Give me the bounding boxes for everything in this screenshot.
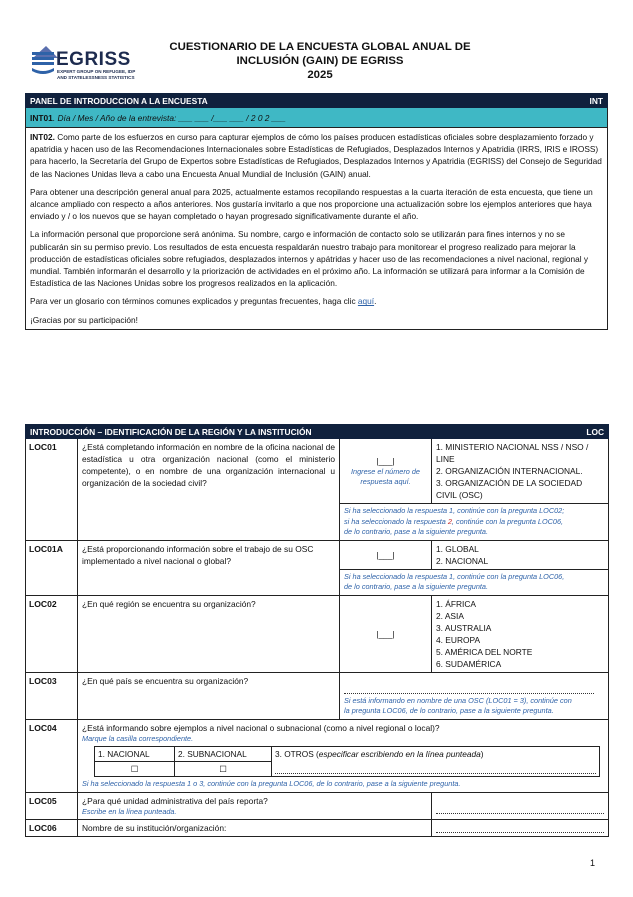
loc03-skip-b: la pregunta LOC06, de lo contrario, pase a la siguiente pregunta. (344, 706, 554, 715)
loc02-option-5: 5. AMÉRICA DEL NORTE (436, 646, 533, 657)
int02-text (26, 128, 608, 330)
loc02-option-3: 3. AUSTRALIA (436, 622, 492, 633)
loc02-option-1: 1. ÁFRICA (436, 598, 477, 609)
loc03-skip-a: Si está informando en nombre de una OSC (LOC01 = 3), continúe con (344, 695, 572, 705)
loc04-skip: Si ha seleccionado la respuesta 1 o 3, continúe con la pregunta LOC06, de lo contrario, pase a la siguiente pregunta. (82, 779, 461, 788)
loc01-option-2: 2. ORGANIZACIÓN INTERNACIONAL. (436, 466, 583, 476)
loc01a-options (432, 540, 609, 569)
loc04-col-subnacional: 2. SUBNACIONAL (175, 747, 272, 762)
location-panel-title-text: INTRODUCCIÓN – IDENTIFICACIÓN DE LA REGIÓN Y LA INSTITUCIÓN (30, 426, 312, 437)
loc02-answer-box[interactable]: |___| (340, 595, 432, 672)
loc01-skip-a: Si ha seleccionado la respuesta 1, continúe con la pregunta LOC02; (344, 506, 565, 515)
logo-subtitle-2: AND STATELESSNESS STATISTICS (57, 75, 135, 80)
loc04-choices (94, 746, 600, 777)
loc06-code: LOC06 (26, 820, 78, 837)
loc02-option-4: 4. EUROPA (436, 634, 481, 645)
loc01-box-note: Ingrese el número de respuesta aquí. (351, 466, 420, 486)
loc05-question-cell (78, 792, 432, 820)
int02-paragraph-5: ¡Gracias por su participación! (30, 314, 138, 325)
loc05-input[interactable] (432, 792, 609, 820)
loc04-col-otros (272, 747, 600, 762)
logo-wordmark: EGRISS (56, 49, 131, 70)
location-panel (25, 424, 609, 837)
int02-paragraph-1 (30, 131, 603, 180)
loc01a-skip-instruction (340, 569, 609, 595)
loc04-checkbox-subnacional[interactable]: ☐ (175, 762, 272, 777)
loc03-answer (340, 672, 609, 719)
loc01-skip-instruction (340, 504, 609, 541)
int02-paragraph-4 (30, 295, 603, 307)
loc04-code: LOC04 (26, 719, 78, 792)
loc04-otros-input[interactable] (272, 762, 600, 777)
loc02-option-2: 2. ASIA (436, 610, 464, 621)
loc04-note: Marque la casilla correspondiente. (82, 733, 194, 743)
loc01-options (432, 439, 609, 504)
loc02-question: ¿En qué región se encuentra su organización? (78, 595, 340, 672)
loc01a-option-2: 2. NACIONAL (436, 555, 489, 566)
int02-paragraph-3: La información personal que proporcione será anónima. Su nombre, cargo e información de contacto solo se utilizarán para fines internos y no se publicarán sin su permiso previo. Los resultados de esta encuesta respaldarán nuestro trabajo para monitorear el progreso realizado para mejorar la producción de estadísticas oficiales sobre refugiados, desplazados internos y apátridas y hacer uso de las recomendaciones a nivel nacional, regional y mundial. También informarán el desarrollo y la priorización de actividades en el próximo año. La información se utilizará para informar a la Comisión de Estadística de las Naciones Unidas sobre los progresos realizados en la aplicación. (30, 229, 589, 289)
loc04-question: ¿Está informando sobre ejemplos a nivel nacional o subnacional (como a nivel regional o local)? (82, 722, 440, 733)
loc04-otros-line (275, 763, 596, 774)
loc01a-option-1: 1. GLOBAL (436, 543, 479, 554)
intro-panel-title (26, 94, 608, 108)
loc03-country-input[interactable] (344, 683, 594, 694)
int02-paragraph-2: Para obtener una descripción general anual para 2025, actualmente estamos recopilando respuestas a la cuarta iteración de esta encuesta, que tiene un alcance ampliado con respecto a años anteriores. Nos gustaría invitarlo a que nos proporcione una actualización sobre los ejemplos anteriores que haya enviado y / o los nuevos que se hayan completado o hayan progresado significativamente durante el año. (30, 186, 593, 222)
egriss-logo (30, 44, 142, 82)
loc06-question: Nombre de su institución/organización: (78, 820, 432, 837)
loc01-answer-box[interactable] (340, 439, 432, 504)
loc03-question: ¿En qué país se encuentra su organización? (78, 672, 340, 719)
loc01a-skip-b: de lo contrario, pase a la siguiente pregunta. (344, 582, 489, 591)
loc06-input[interactable] (432, 820, 609, 837)
loc05-question: ¿Para qué unidad administrativa del país reporta? (82, 795, 268, 806)
loc01a-code: LOC01A (26, 540, 78, 595)
loc01-box: |___| (376, 455, 395, 466)
loc01-skip-b-num: 2 (447, 516, 452, 526)
loc06-input-line (436, 822, 604, 833)
loc05-input-line (436, 803, 604, 814)
loc04-checkbox-nacional[interactable]: ☐ (95, 762, 175, 777)
loc01-code: LOC01 (26, 439, 78, 541)
loc02-options (432, 595, 609, 672)
int02-p4-end: . (374, 296, 377, 307)
int01-label: . Día / Mes / Año de la entrevista: ___ ___ /___ ___ / 2 0 2 ___ (52, 112, 286, 123)
loc03-code: LOC03 (26, 672, 78, 719)
title-line-1: CUESTIONARIO DE LA ENCUESTA GLOBAL ANUAL DE (169, 41, 471, 53)
intro-panel-tag: INT (589, 95, 603, 106)
loc01-skip-b2: , continúe con la pregunta LOC06, (451, 516, 564, 526)
intro-panel (25, 93, 608, 330)
loc01-option-1: 1. MINISTERIO NACIONAL NSS / NSO / LINE (436, 442, 589, 464)
loc04-col3a: 3. OTROS ( (275, 749, 319, 760)
loc01a-question: ¿Está proporcionando información sobre el trabajo de su OSC implementado a nivel nacional o global? (78, 540, 340, 595)
loc05-code: LOC05 (26, 792, 78, 820)
int02-p4-text: Para ver un glosario con términos comunes explicados y preguntas frecuentes, haga clic (30, 296, 358, 307)
loc01-option-3: 3. ORGANIZACIÓN DE LA SOCIEDAD CIVIL (OSC) (436, 478, 583, 500)
document-title (140, 40, 500, 82)
loc04-col-nacional: 1. NACIONAL (95, 747, 175, 762)
int02-code: INT02. (30, 132, 55, 142)
location-panel-tag: LOC (586, 426, 605, 437)
page-number: 1 (589, 858, 595, 868)
int01-code: INT01 (30, 112, 53, 123)
loc05-note: Escribe en la línea punteada. (82, 806, 177, 816)
intro-panel-title-text: PANEL DE INTRODUCCION A LA ENCUESTA (30, 95, 208, 106)
loc01a-answer-box[interactable]: |___| (340, 540, 432, 569)
title-line-3: 2025 (307, 69, 333, 81)
loc01-skip-b1: si ha seleccionado la respuesta (344, 516, 448, 526)
loc01a-skip-a: Si ha seleccionado la respuesta 1, continúe con la pregunta LOC06, (344, 571, 565, 581)
loc01-skip-b (344, 517, 604, 528)
glossary-link[interactable]: aquí (357, 296, 375, 307)
loc01-skip-c: de lo contrario, pase a la siguiente pregunta. (344, 527, 489, 536)
int02-p1-text: Como parte de los esfuerzos en curso para capturar ejemplos de cómo los países producen estadísticas oficiales sobre desplazamiento forzado y apatridia y hacen uso de las Recomendaciones Internacionales sobre Estadísticas de Refugiados, Desplazados Internos y Apatridia (IRRS, IRIS e IROSS) para hacerlo, la Secretaría del Grupo de Expertos sobre Estadísticas de Refugiados, Desplazados Internos y Apatridia (EGRISS) del Consejo de Seguridad de las Naciones Unidas lleva a cabo una Encuesta Anual Mundial de Inclusión (GAIN) anual. (30, 132, 602, 179)
location-panel-title (26, 425, 609, 439)
logo-subtitle-1: EXPERT GROUP ON REFUGEE, IDP (57, 69, 136, 74)
loc02-option-6: 6. SUDAMÉRICA (436, 658, 502, 669)
loc02-code: LOC02 (26, 595, 78, 672)
loc04-col3c: ) (480, 749, 484, 760)
int01-row[interactable] (26, 108, 608, 128)
loc01-question: ¿Está completando información en nombre de la oficina nacional de estadística u otra organización nacional (como el ministerio competente), o en nombre de una organización internacional u organización de la sociedad civil? (78, 439, 340, 541)
loc04-col3b: especificar escribiendo en la línea punteada (318, 749, 481, 760)
title-line-2: INCLUSIÓN (GAIN) DE EGRISS (236, 55, 404, 67)
loc04-content (78, 719, 609, 792)
